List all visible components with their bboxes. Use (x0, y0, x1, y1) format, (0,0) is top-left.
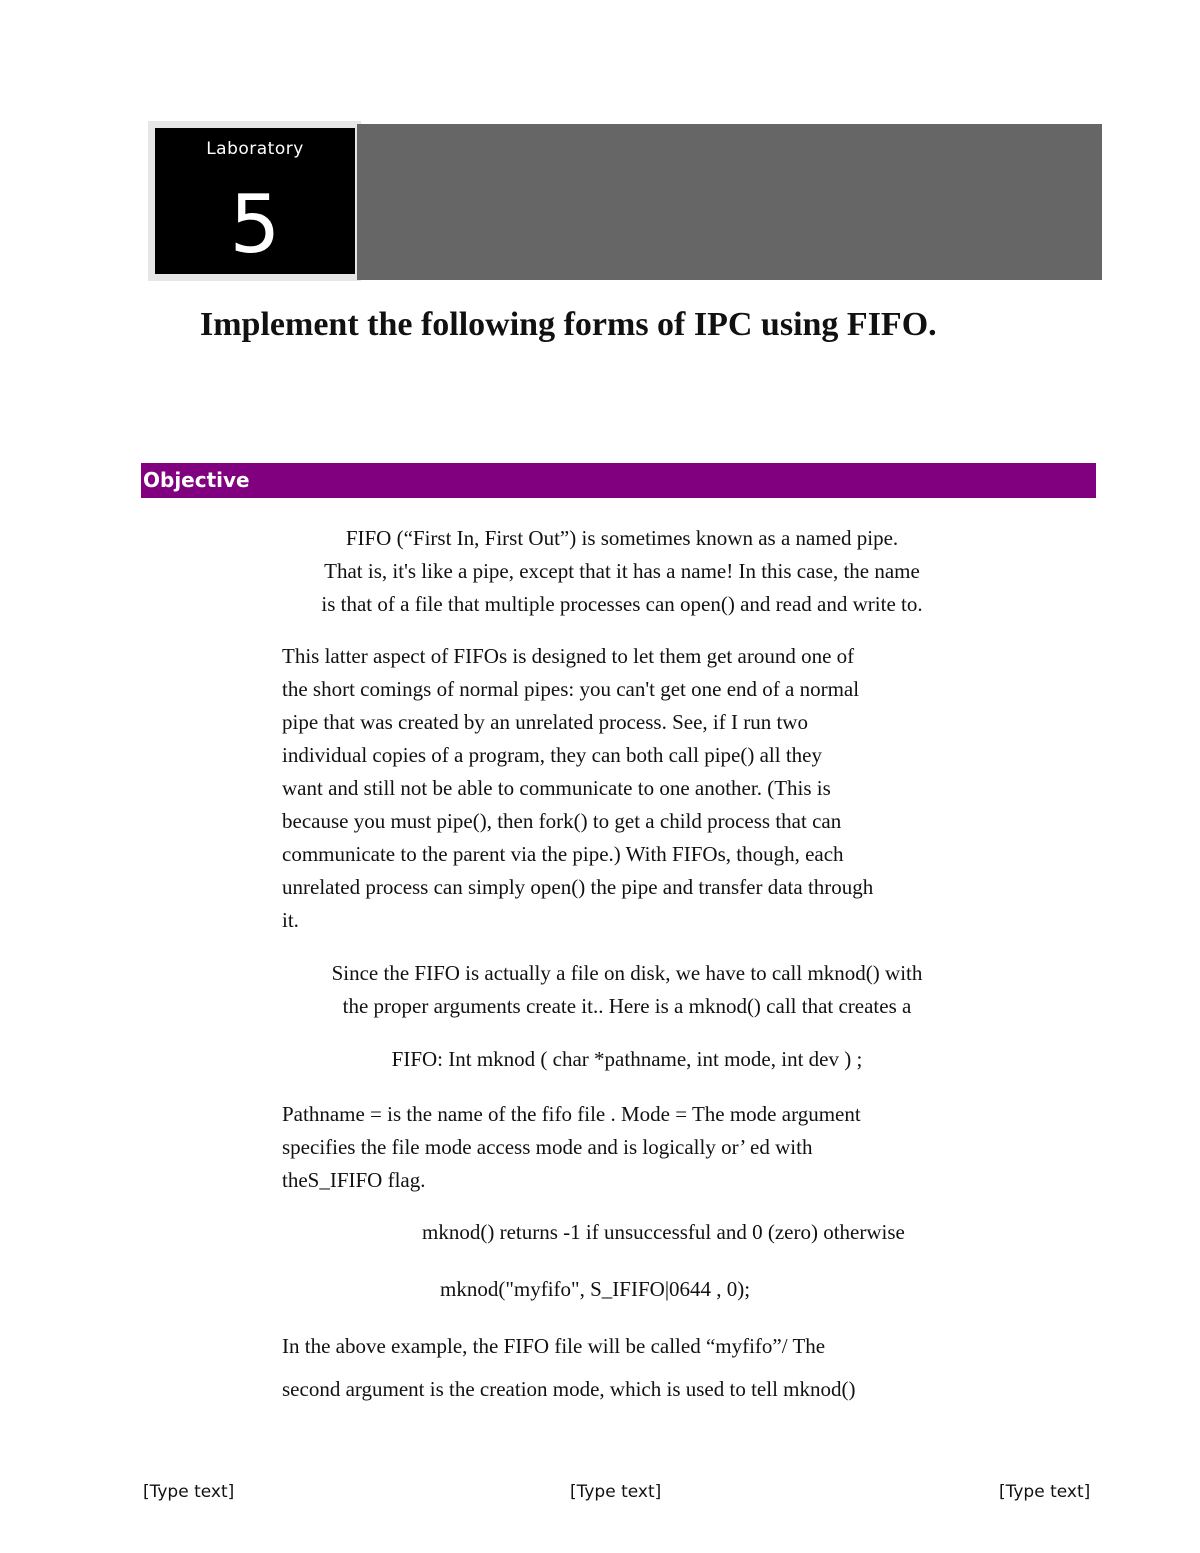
text-line: it. (282, 908, 299, 932)
text-line: communicate to the parent via the pipe.) With FIFOs, though, each (282, 842, 844, 866)
text-line: want and still not be able to communicate to one another. (This is (282, 776, 831, 800)
objective-heading: Objective (143, 468, 250, 492)
text-line: is that of a file that multiple processes can open() and read and write to. (321, 592, 923, 616)
text-line: the short comings of normal pipes: you can't get one end of a normal (282, 677, 860, 701)
footer-left-text: [Type text] (143, 1482, 235, 1502)
page-title: Implement the following forms of IPC using FIFO. (200, 306, 937, 343)
paragraph-mknod-intro (282, 957, 972, 1023)
text-line: FIFO: Int mknod ( char *pathname, int mode, int dev ) ; (391, 1047, 863, 1071)
text-line: mknod() returns -1 if unsuccessful and 0 (zero) otherwise (422, 1220, 905, 1244)
text-line: This latter aspect of FIFOs is designed to let them get around one of (282, 644, 855, 668)
text-line: That is, it's like a pipe, except that it has a name! In this case, the name (324, 559, 920, 583)
paragraph-fifo-intro (282, 522, 962, 621)
text-line: In the above example, the FIFO file will be called “myfifo”/ The (282, 1334, 826, 1358)
text-line: mknod("myfifo", S_IFIFO|0644 , 0); (440, 1277, 751, 1301)
text-line: pipe that was created by an unrelated process. See, if I run two (282, 710, 808, 734)
lab-number: 5 (229, 178, 281, 271)
objective-section-bar (141, 463, 1096, 498)
paragraph-mknod-arguments (282, 1098, 972, 1197)
text-line: individual copies of a program, they can both call pipe() all they (282, 743, 822, 767)
paragraph-example-explanation (282, 1325, 972, 1411)
paragraph-mknod-example (440, 1273, 980, 1306)
text-line: Since the FIFO is actually a file on disk, we have to call mknod() with (331, 961, 923, 985)
text-line: specifies the file mode access mode and is logically or’ ed with (282, 1135, 813, 1159)
text-line: Pathname = is the name of the fifo file . Mode = The mode argument (282, 1102, 861, 1126)
footer-right-text: [Type text] (999, 1482, 1091, 1502)
header-banner (357, 124, 1102, 280)
text-line: the proper arguments create it.. Here is a mknod() call that creates a (342, 994, 912, 1018)
text-line: because you must pipe(), then fork() to get a child process that can (282, 809, 842, 833)
lab-number-box (155, 128, 355, 274)
paragraph-fifo-purpose (282, 640, 972, 937)
text-line: second argument is the creation mode, which is used to tell mknod() (282, 1377, 856, 1401)
paragraph-mknod-signature (282, 1043, 972, 1076)
text-line: FIFO (“First In, First Out”) is sometimes known as a named pipe. (345, 526, 899, 550)
text-line: theS_IFIFO flag. (282, 1168, 426, 1192)
lab-word: Laboratory (206, 139, 304, 159)
paragraph-mknod-return (422, 1216, 982, 1249)
text-line: unrelated process can simply open() the pipe and transfer data through (282, 875, 874, 899)
footer-center-text: [Type text] (570, 1482, 662, 1502)
